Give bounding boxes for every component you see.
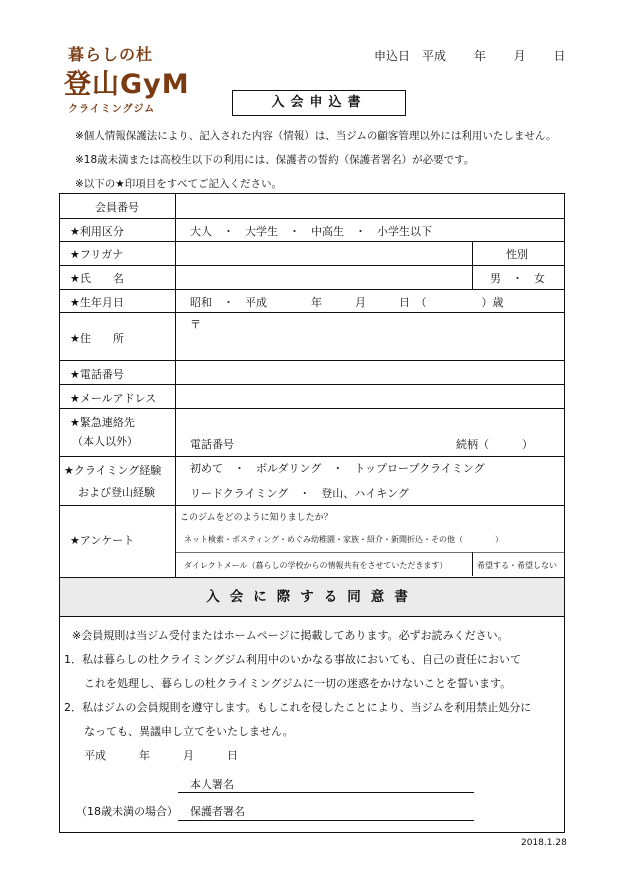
- emergency-label: ★緊急連絡先: [70, 416, 135, 429]
- row-line: [60, 616, 564, 617]
- furigana-label: ★フリガナ: [70, 248, 124, 261]
- required-note: ※以下の★印項目をすべてご記入ください。: [75, 178, 283, 190]
- form-title: 入会申込書: [232, 90, 406, 116]
- row-line: [60, 312, 564, 313]
- row-line: [60, 456, 564, 457]
- row-line: [60, 408, 564, 409]
- guardian-sign-label: 保護者署名: [190, 805, 245, 818]
- emergency-phone[interactable]: 電話番号: [190, 438, 234, 451]
- row-line: [60, 265, 564, 266]
- member-no-label: 会員番号: [95, 201, 139, 214]
- emergency-relation[interactable]: 続柄（ ）: [456, 438, 533, 451]
- logo: [62, 42, 202, 117]
- email-label: ★メールアドレス: [70, 392, 157, 405]
- version-date: 2018.1.28: [521, 838, 567, 848]
- gender-label: 性別: [506, 248, 528, 261]
- dm-choice[interactable]: 希望する・希望しない: [477, 561, 557, 570]
- birth-label: ★生年月日: [70, 296, 124, 309]
- agreement-date[interactable]: 平成 年 月 日: [84, 749, 238, 762]
- birth-value[interactable]: 昭和 ・ 平成 年 月 日 （ ）歳: [190, 296, 504, 309]
- row-line: [60, 384, 564, 385]
- row-line: [60, 241, 564, 242]
- agreement-item2-line2: なっても、異議申し立てをいたしません。: [84, 725, 294, 738]
- rules-notice: ※会員規則は当ジム受付またはホームページに掲載してあります。必ずお読みください。: [72, 629, 509, 642]
- address-label: ★住 所: [70, 332, 124, 345]
- emergency-sublabel: （本人以外）: [72, 435, 138, 448]
- logo-line1: 暮らしの杜: [68, 45, 154, 64]
- minor-note: ※18歳未満または高校生以下の利用には、保護者の誓約（保護者署名）が必要です。: [75, 154, 475, 166]
- climb-sublabel: および登山経験: [78, 486, 155, 499]
- privacy-note: ※個人情報保護法により、記入された内容（情報）は、当ジムの顧客管理以外には利用いたしません。: [75, 130, 557, 142]
- climb-options-2[interactable]: リードクライミング ・ 登山、ハイキング: [190, 487, 409, 500]
- row-line: [60, 360, 564, 361]
- agreement-heading: 入会に際する同意書: [60, 578, 564, 616]
- usage-label: ★利用区分: [70, 225, 124, 238]
- climb-options-1[interactable]: 初めて ・ ボルダリング ・ トップロープクライミング: [190, 462, 485, 475]
- gender-options[interactable]: 男 ・ 女: [490, 272, 545, 285]
- survey-subline: [175, 552, 564, 553]
- agreement-item1-line2: これを処理し、暮らしの杜クライミングジムに一切の迷惑をかけないことを誓います。: [84, 677, 512, 690]
- row-line: [60, 505, 564, 506]
- guardian-sign-line[interactable]: [178, 820, 474, 821]
- logo-line2: 登山GyM: [64, 69, 190, 100]
- climb-label: ★クライミング経験: [64, 464, 162, 477]
- row-line: [60, 218, 564, 219]
- self-sign-label: 本人署名: [190, 778, 234, 791]
- phone-label: ★電話番号: [70, 368, 124, 381]
- label-divider: [175, 194, 176, 578]
- survey-label: ★アンケート: [70, 534, 135, 547]
- agreement-item2-line1: 2．私はジムの会員規則を遵守します。もしこれを侵したことにより、当ジムを利用禁止処分に: [64, 701, 532, 714]
- row-line: [60, 289, 564, 290]
- minor-condition: （18歳未満の場合）: [76, 805, 178, 818]
- agreement-item1-line1: 1．私は暮らしの杜クライミングジム利用中のいかなる事故においても、自己の責任において: [64, 653, 522, 666]
- logo-line3: クライミングジム: [68, 104, 156, 115]
- usage-options[interactable]: 大人 ・ 大学生 ・ 中高生 ・ 小学生以下: [190, 225, 432, 238]
- dm-text: ダイレクトメール（暮らしの学校からの情報共有をさせていただきます）: [184, 561, 448, 570]
- survey-options[interactable]: ネット検索・ポスティング・めぐみ幼稚園・家族・紹介・新聞折込・その他（ ）: [184, 535, 504, 544]
- name-label: ★氏 名: [70, 272, 124, 285]
- survey-question: このジムをどのように知りましたか？: [180, 513, 333, 523]
- postal-mark: 〒: [190, 318, 201, 331]
- dm-divider: [472, 552, 473, 576]
- self-sign-line[interactable]: [178, 792, 474, 793]
- application-date: 申込日 平成 年 月 日: [374, 49, 566, 63]
